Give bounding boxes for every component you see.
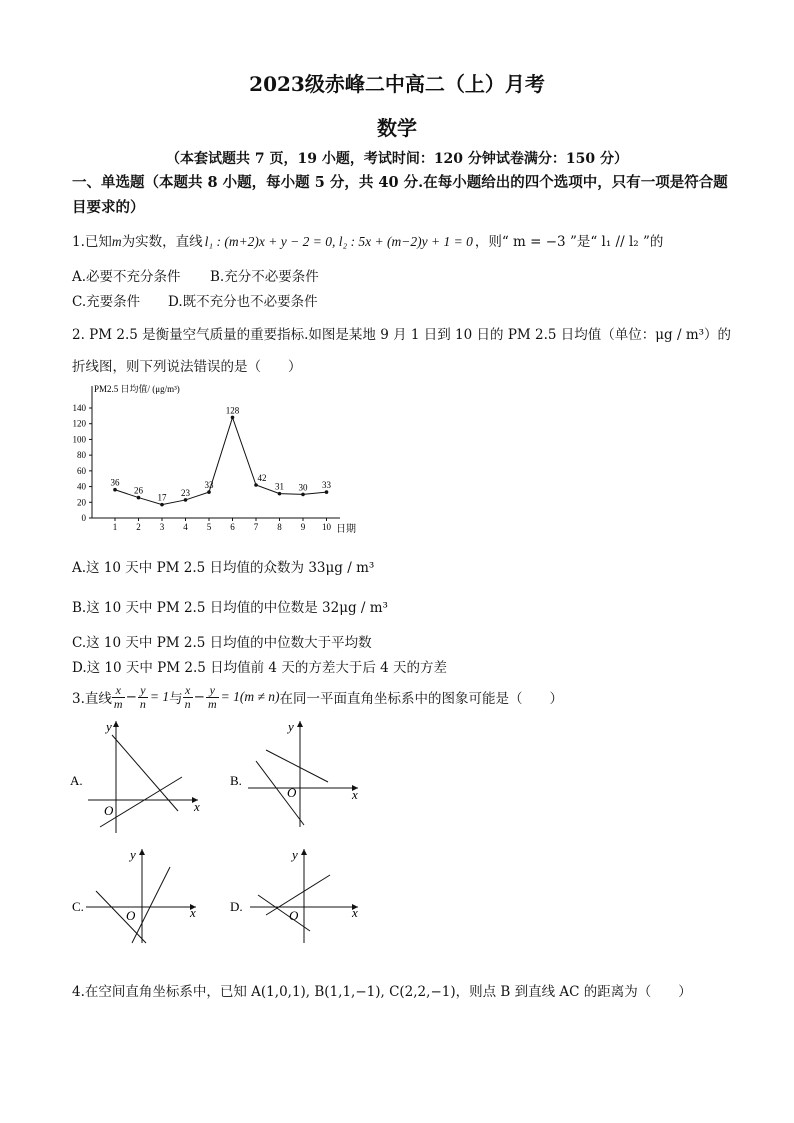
- chart-data-label: 33: [204, 480, 214, 491]
- chart-data-label: 36: [110, 477, 120, 488]
- q2-option-d: D.这 10 天中 PM 2.5 日均值前 4 天的方差大于后 4 天的方差: [72, 660, 447, 676]
- q3-eq1-num2: y: [138, 684, 148, 698]
- q3-eq1-num1: x: [112, 684, 125, 698]
- chart-x-tick-label: 3: [159, 522, 165, 532]
- q3-mid: 与: [169, 691, 183, 707]
- graph-d: [230, 847, 358, 943]
- q3-eq1-den2: n: [139, 696, 146, 711]
- pm25-line-chart: [60, 378, 370, 538]
- graph-a-label: A.: [70, 773, 83, 788]
- chart-y-tick-label: 80: [77, 450, 86, 461]
- chart-data-point: [301, 493, 305, 497]
- chart-x-tick-label: 9: [300, 522, 306, 532]
- graph-c-line-1: [96, 891, 146, 943]
- q3-eq1-den1: m: [113, 696, 123, 711]
- graph-b-y-label: y: [288, 719, 294, 734]
- graph-c-y-label: y: [130, 847, 136, 862]
- chart-data-label: 128: [225, 405, 240, 416]
- graph-b-line-2: [266, 750, 328, 782]
- q1-mid: 为实数，直线: [121, 234, 203, 250]
- chart-y-tick-label: 60: [77, 465, 86, 476]
- chart-data-point: [160, 503, 164, 507]
- graph-b-origin: O: [287, 785, 297, 800]
- graph-d-line-1: [258, 895, 310, 931]
- graph-c-label: C.: [72, 899, 84, 914]
- graph-c-line-2: [132, 867, 170, 943]
- chart-data-point: [184, 498, 188, 502]
- question-4-stem: 4.在空间直角坐标系中，已知 A(1,0,1), B(1,1,−1), C(2,2,−1)，则点 B 到直线 AC 的距离为（ ）: [72, 984, 692, 1000]
- graph-d-origin: O: [289, 908, 299, 923]
- chart-x-tick-label: 8: [277, 522, 282, 532]
- graph-b: [230, 719, 358, 827]
- graph-a: [70, 719, 200, 833]
- graph-d-y-label: y: [292, 847, 298, 862]
- chart-y-tick-label: 40: [77, 481, 86, 492]
- q3-eq2-num2: y: [206, 684, 219, 698]
- chart-x-tick-label: 10: [322, 522, 331, 532]
- q3-eq1-frac1: [112, 684, 125, 711]
- graph-c: [72, 847, 196, 943]
- chart-data-point: [113, 488, 117, 492]
- chart-data-label: 26: [134, 485, 143, 496]
- q3-eq2-den2: m: [207, 696, 217, 711]
- q3-eq2-frac1: [183, 684, 193, 711]
- q3-eq1-frac2: [138, 684, 148, 711]
- graph-a-x-label: x: [194, 799, 200, 814]
- q3-eq2-frac2: [206, 684, 219, 711]
- chart-data-label: 33: [322, 480, 331, 491]
- q3-eq1-rhs: = 1: [149, 689, 170, 704]
- chart-x-label: 日期: [336, 524, 356, 535]
- chart-y-title: PM2.5 日均值/ (μg/m³): [94, 384, 180, 394]
- graph-d-x-label: x: [352, 905, 358, 920]
- exam-note: （本套试题共 7 页，19 小题，考试时间：120 分钟试卷满分：150 分）: [165, 151, 629, 167]
- chart-data-label: 30: [298, 482, 308, 493]
- chart-x-tick-label: 1: [112, 522, 118, 532]
- question-2-stem-line1: 2. PM 2.5 是衡量空气质量的重要指标.如图是某地 9 月 1 日到 10 日的 PM 2.5 日均值（单位：μg / m³）的: [72, 327, 732, 343]
- chart-data-point: [231, 416, 235, 420]
- question-2-stem-line2: 折线图，则下列说法错误的是（ ）: [72, 359, 302, 375]
- q1-line-equations: l₁ : (m+2)x + y − 2 = 0, l₂ : 5x + (m−2)y + 1 = 0: [204, 234, 473, 249]
- chart-y-tick-label: 20: [77, 497, 86, 508]
- q1-option-c: C.充要条件: [72, 294, 141, 310]
- q1-tail: ，则“ m = −3 ”是“ l₁ // l₂ ”的: [474, 234, 664, 250]
- question-1-stem: [72, 230, 663, 250]
- chart-data-point: [278, 492, 282, 496]
- chart-x-tick-label: 6: [230, 522, 235, 532]
- question-3-stem: 3.直线 $\frac{x}{m}$ − $\frac{y}{n}$ = 1 与 $\frac{x}{n}$ − $\frac{y}{m}$ = 1(m ≠ n) 在同一平面直角坐标系中的图象可能是（ ）: [72, 682, 563, 711]
- chart-data-label: 42: [257, 473, 267, 483]
- chart-data-label: 31: [275, 481, 284, 492]
- chart-y-tick-label: 0: [81, 513, 86, 523]
- q3-eq2-rhs: = 1(m ≠ n): [220, 689, 280, 704]
- graph-c-x-label: x: [190, 905, 196, 920]
- q1-option-a: A.必要不充分条件: [72, 269, 181, 285]
- chart-y-tick-label: 140: [72, 403, 86, 413]
- q2-option-b: B.这 10 天中 PM 2.5 日均值的中位数是 32μg / m³: [72, 600, 388, 616]
- exam-title: 2023级赤峰二中高二（上）月考: [249, 72, 545, 96]
- chart-data-point: [137, 496, 141, 500]
- q2-option-c: C.这 10 天中 PM 2.5 日均值的中位数大于平均数: [72, 635, 372, 651]
- graph-b-line-1: [256, 761, 304, 825]
- q3-prefix: 3.直线: [72, 691, 112, 707]
- chart-x-tick-label: 4: [183, 522, 188, 532]
- graph-b-x-label: x: [352, 787, 358, 802]
- graph-a-origin: O: [104, 803, 114, 818]
- chart-series-line: [115, 417, 327, 504]
- graph-a-y-label: y: [106, 719, 112, 734]
- graph-c-origin: O: [126, 908, 136, 923]
- q3-tail: 在同一平面直角坐标系中的图象可能是（ ）: [279, 691, 563, 707]
- chart-x-tick-label: 2: [136, 522, 141, 532]
- chart-y-tick-label: 100: [72, 434, 86, 445]
- chart-data-point: [325, 490, 329, 494]
- chart-data-point: [254, 483, 258, 487]
- q1-variable: m: [111, 234, 122, 249]
- q3-eq2-num1: x: [183, 684, 193, 698]
- q3-graph-grid: [60, 715, 400, 945]
- chart-x-tick-label: 5: [206, 522, 212, 532]
- chart-y-tick-label: 120: [72, 418, 86, 429]
- q1-option-d: D.既不充分也不必要条件: [168, 294, 318, 310]
- q2-option-a: A.这 10 天中 PM 2.5 日均值的众数为 33μg / m³: [72, 560, 375, 576]
- graph-b-label: B.: [230, 773, 242, 788]
- chart-data-label: 23: [181, 487, 190, 498]
- section-heading: 一、单选题（本题共 8 小题，每小题 5 分，共 40 分.在每小题给出的四个选项中，只有一项是符合题目要求的）: [72, 174, 728, 216]
- chart-x-tick-label: 7: [253, 522, 259, 532]
- q3-eq2-den1: n: [184, 696, 191, 711]
- q1-prefix: 1.已知: [72, 234, 112, 250]
- chart-data-label: 17: [157, 492, 167, 503]
- subject-title: 数学: [377, 116, 417, 140]
- graph-d-label: D.: [230, 899, 243, 914]
- chart-data-point: [207, 490, 211, 494]
- q1-option-b: B.充分不必要条件: [210, 269, 319, 285]
